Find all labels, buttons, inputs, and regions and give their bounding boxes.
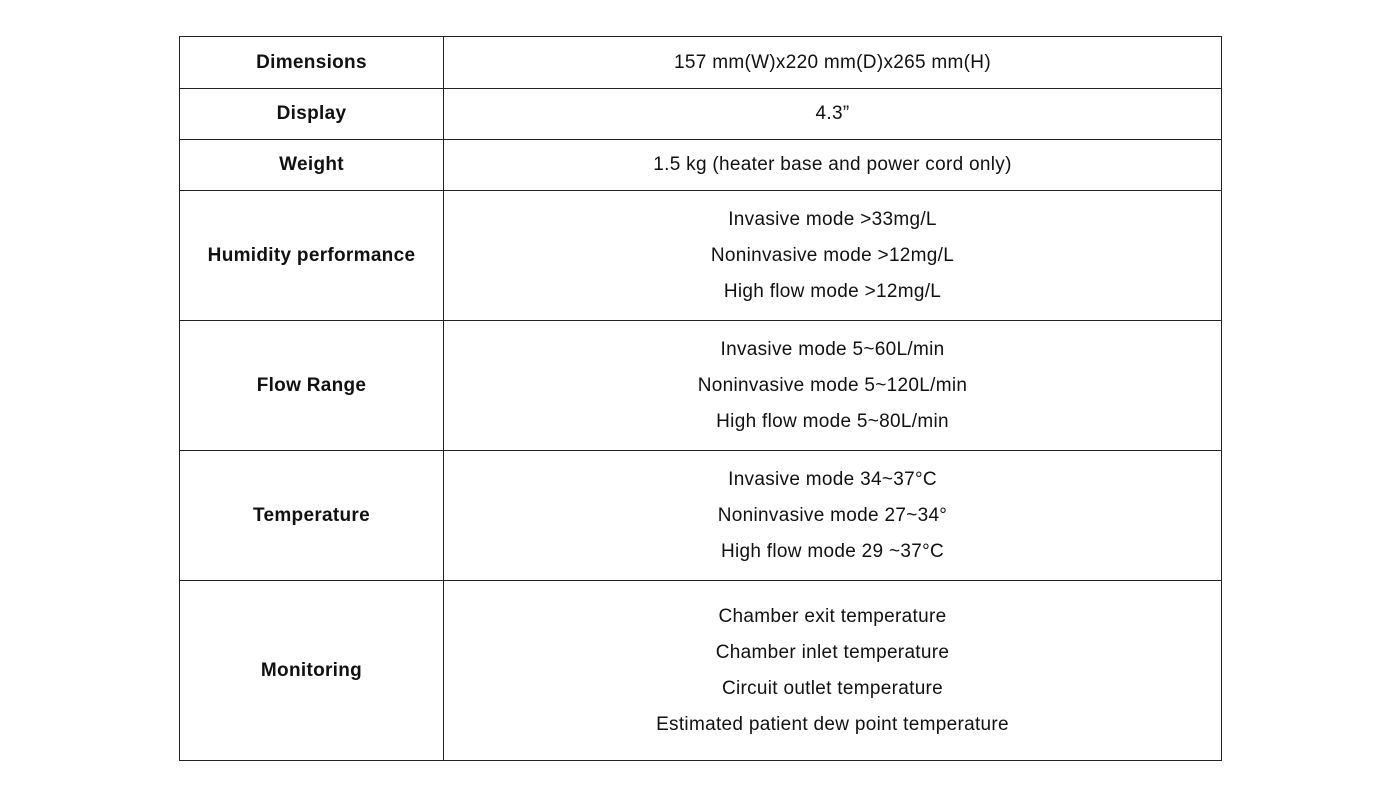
row-label: Dimensions: [180, 37, 444, 89]
table-row: [180, 140, 1222, 191]
row-value: 4.3”: [815, 103, 850, 124]
row-value: Noninvasive mode 5~120L/min: [697, 374, 968, 396]
table-row: [180, 321, 1222, 451]
row-value: 157 mm(W)x220 mm(D)x265 mm(H): [674, 51, 991, 73]
row-label: Display: [180, 89, 444, 140]
row-value-cell: [444, 321, 1222, 451]
row-value: 1.5 kg (heater base and power cord only): [653, 154, 1012, 175]
row-label: Flow Range: [180, 321, 444, 451]
row-value: Chamber inlet temperature: [715, 641, 950, 663]
row-value: Invasive mode >33mg/L: [728, 208, 937, 230]
table-row: [180, 451, 1222, 581]
row-value-cell: [444, 191, 1222, 321]
row-value: Circuit outlet temperature: [721, 677, 944, 699]
row-value: High flow mode >12mg/L: [723, 280, 942, 302]
row-value-cell: [444, 581, 1222, 761]
row-value: Noninvasive mode >12mg/L: [710, 244, 955, 266]
row-value-cell: [444, 37, 1222, 89]
table-row: [180, 191, 1222, 321]
table-row: [180, 581, 1222, 761]
row-value-cell: [444, 451, 1222, 581]
row-label: Weight: [180, 140, 444, 191]
row-value: Estimated patient dew point temperature: [656, 713, 1009, 735]
table-row: [180, 89, 1222, 140]
row-value: Chamber exit temperature: [718, 605, 947, 627]
row-value: High flow mode 5~80L/min: [716, 410, 949, 432]
row-value-cell: [444, 89, 1222, 140]
row-value: High flow mode 29 ~37°C: [720, 540, 945, 562]
table-row: [180, 37, 1222, 89]
row-label: Temperature: [180, 451, 444, 581]
row-label: Humidity performance: [180, 191, 444, 321]
spec-table: [179, 36, 1222, 761]
row-value-cell: [444, 140, 1222, 191]
row-value: Invasive mode 5~60L/min: [720, 338, 945, 360]
row-value: Invasive mode 34~37°C: [728, 468, 937, 490]
row-label: Monitoring: [180, 581, 444, 761]
row-value: Noninvasive mode 27~34°: [717, 504, 948, 526]
